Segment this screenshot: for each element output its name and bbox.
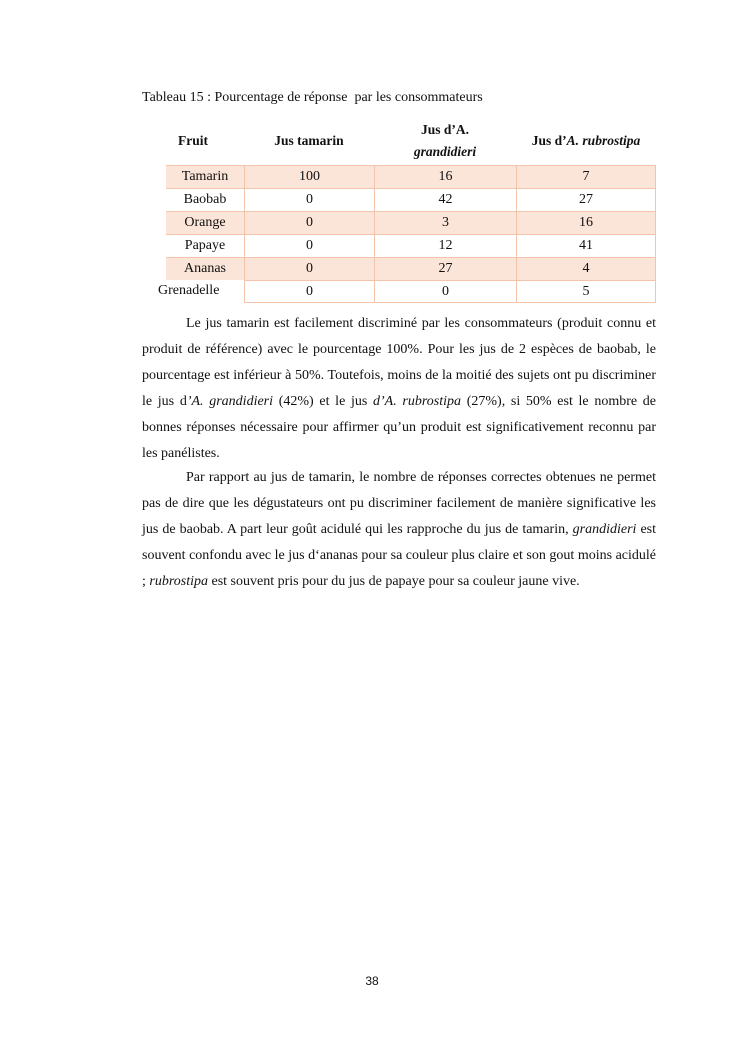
fruit-cell: Grenadelle — [158, 283, 220, 298]
paragraph-2-species-b: rubrostipa — [149, 574, 208, 589]
paragraph-2-text-a: Par rapport au jus de tamarin, le nombre de réponses correctes obtenues ne permet pas de dire que les dégustateurs ont pu discriminer facilement de manière significative les jus de baobab. A part leur goût acidulé qui les rapproche du jus de tamarin, — [142, 470, 656, 537]
fruit-cell-wrap — [142, 257, 244, 280]
header-jus-rubrostipa-prefix: Jus d’ — [531, 132, 567, 148]
paragraph-1-species-b: d’A. rubrostipa — [373, 394, 462, 409]
grandidieri-value: 42 — [374, 188, 516, 211]
fruit-cell-wrap — [142, 211, 244, 234]
header-jus-rubrostipa-species: A. rubrostipa — [566, 132, 641, 148]
paragraph-2 — [142, 465, 656, 595]
header-jus-tamarin: Jus tamarin — [274, 132, 344, 148]
paragraph-1-text-c: (42%) et le jus — [273, 394, 374, 409]
fruit-cell-wrap — [142, 188, 244, 211]
response-table — [142, 117, 656, 303]
fruit-cell: Orange — [166, 211, 244, 234]
rubrostipa-value: 27 — [516, 188, 656, 211]
paragraph-1-species-a: ’A. grandidieri — [186, 394, 274, 409]
header-fruit: Fruit — [178, 132, 208, 148]
header-jus-grandidieri — [374, 119, 516, 163]
table-row — [142, 257, 656, 280]
rubrostipa-value: 7 — [516, 165, 656, 188]
fruit-cell-wrap — [142, 165, 244, 188]
grandidieri-value: 0 — [374, 280, 516, 303]
paragraph-1 — [142, 311, 656, 467]
tamarin-value: 0 — [244, 211, 374, 234]
grandidieri-value: 27 — [374, 257, 516, 280]
fruit-cell: Baobab — [166, 188, 244, 211]
header-jus-grandidieri-line2: grandidieri — [413, 143, 477, 159]
fruit-cell-wrap — [142, 234, 244, 257]
header-jus-grandidieri-line1: Jus d’A. — [420, 121, 469, 137]
tamarin-value: 100 — [244, 165, 374, 188]
table-row — [142, 211, 656, 234]
tamarin-value: 0 — [244, 188, 374, 211]
grandidieri-value: 3 — [374, 211, 516, 234]
header-jus-rubrostipa — [516, 130, 656, 152]
rubrostipa-value: 5 — [516, 280, 656, 303]
fruit-cell: Ananas — [166, 257, 244, 280]
fruit-cell: Tamarin — [166, 165, 244, 188]
grandidieri-value: 12 — [374, 234, 516, 257]
tamarin-value: 0 — [244, 280, 374, 303]
table-row — [142, 234, 656, 257]
table-header-row — [142, 117, 656, 164]
paragraph-1-text-e: (27%), si 50% est le nombre de bonnes réponses nécessaire pour affirmer qu’un produit est significativement reconnu par les panélistes. — [142, 394, 656, 461]
paragraph-1-text-a: Le jus tamarin est facilement discriminé par les consommateurs (produit connu et produit de référence) avec le pourcentage 100%. Pour les jus de 2 espèces de baobab, le pourcentage est inférieur à 50%. Toutefois, moins de la moitié des sujets ont pu discriminer le jus d — [142, 316, 656, 409]
tamarin-value: 0 — [244, 257, 374, 280]
tamarin-value: 0 — [244, 234, 374, 257]
rubrostipa-value: 4 — [516, 257, 656, 280]
table-body — [142, 165, 656, 303]
table-row — [142, 280, 656, 303]
paragraph-2-text-c: est souvent confondu avec le jus d‘ananas pour sa couleur plus claire et son gout moins acidulé ; — [142, 522, 656, 589]
table-row — [142, 188, 656, 211]
rubrostipa-value: 41 — [516, 234, 656, 257]
table-caption: Tableau 15 : Pourcentage de réponse par les consommateurs — [142, 90, 483, 105]
page-number: 38 — [365, 974, 379, 988]
rubrostipa-value: 16 — [516, 211, 656, 234]
grandidieri-value: 16 — [374, 165, 516, 188]
paragraph-2-text-e: est souvent pris pour du jus de papaye pour sa couleur jaune vive. — [208, 574, 580, 589]
fruit-cell: Papaye — [166, 234, 244, 257]
table-row — [142, 165, 656, 188]
paragraph-2-species-a: grandidieri — [572, 522, 637, 537]
